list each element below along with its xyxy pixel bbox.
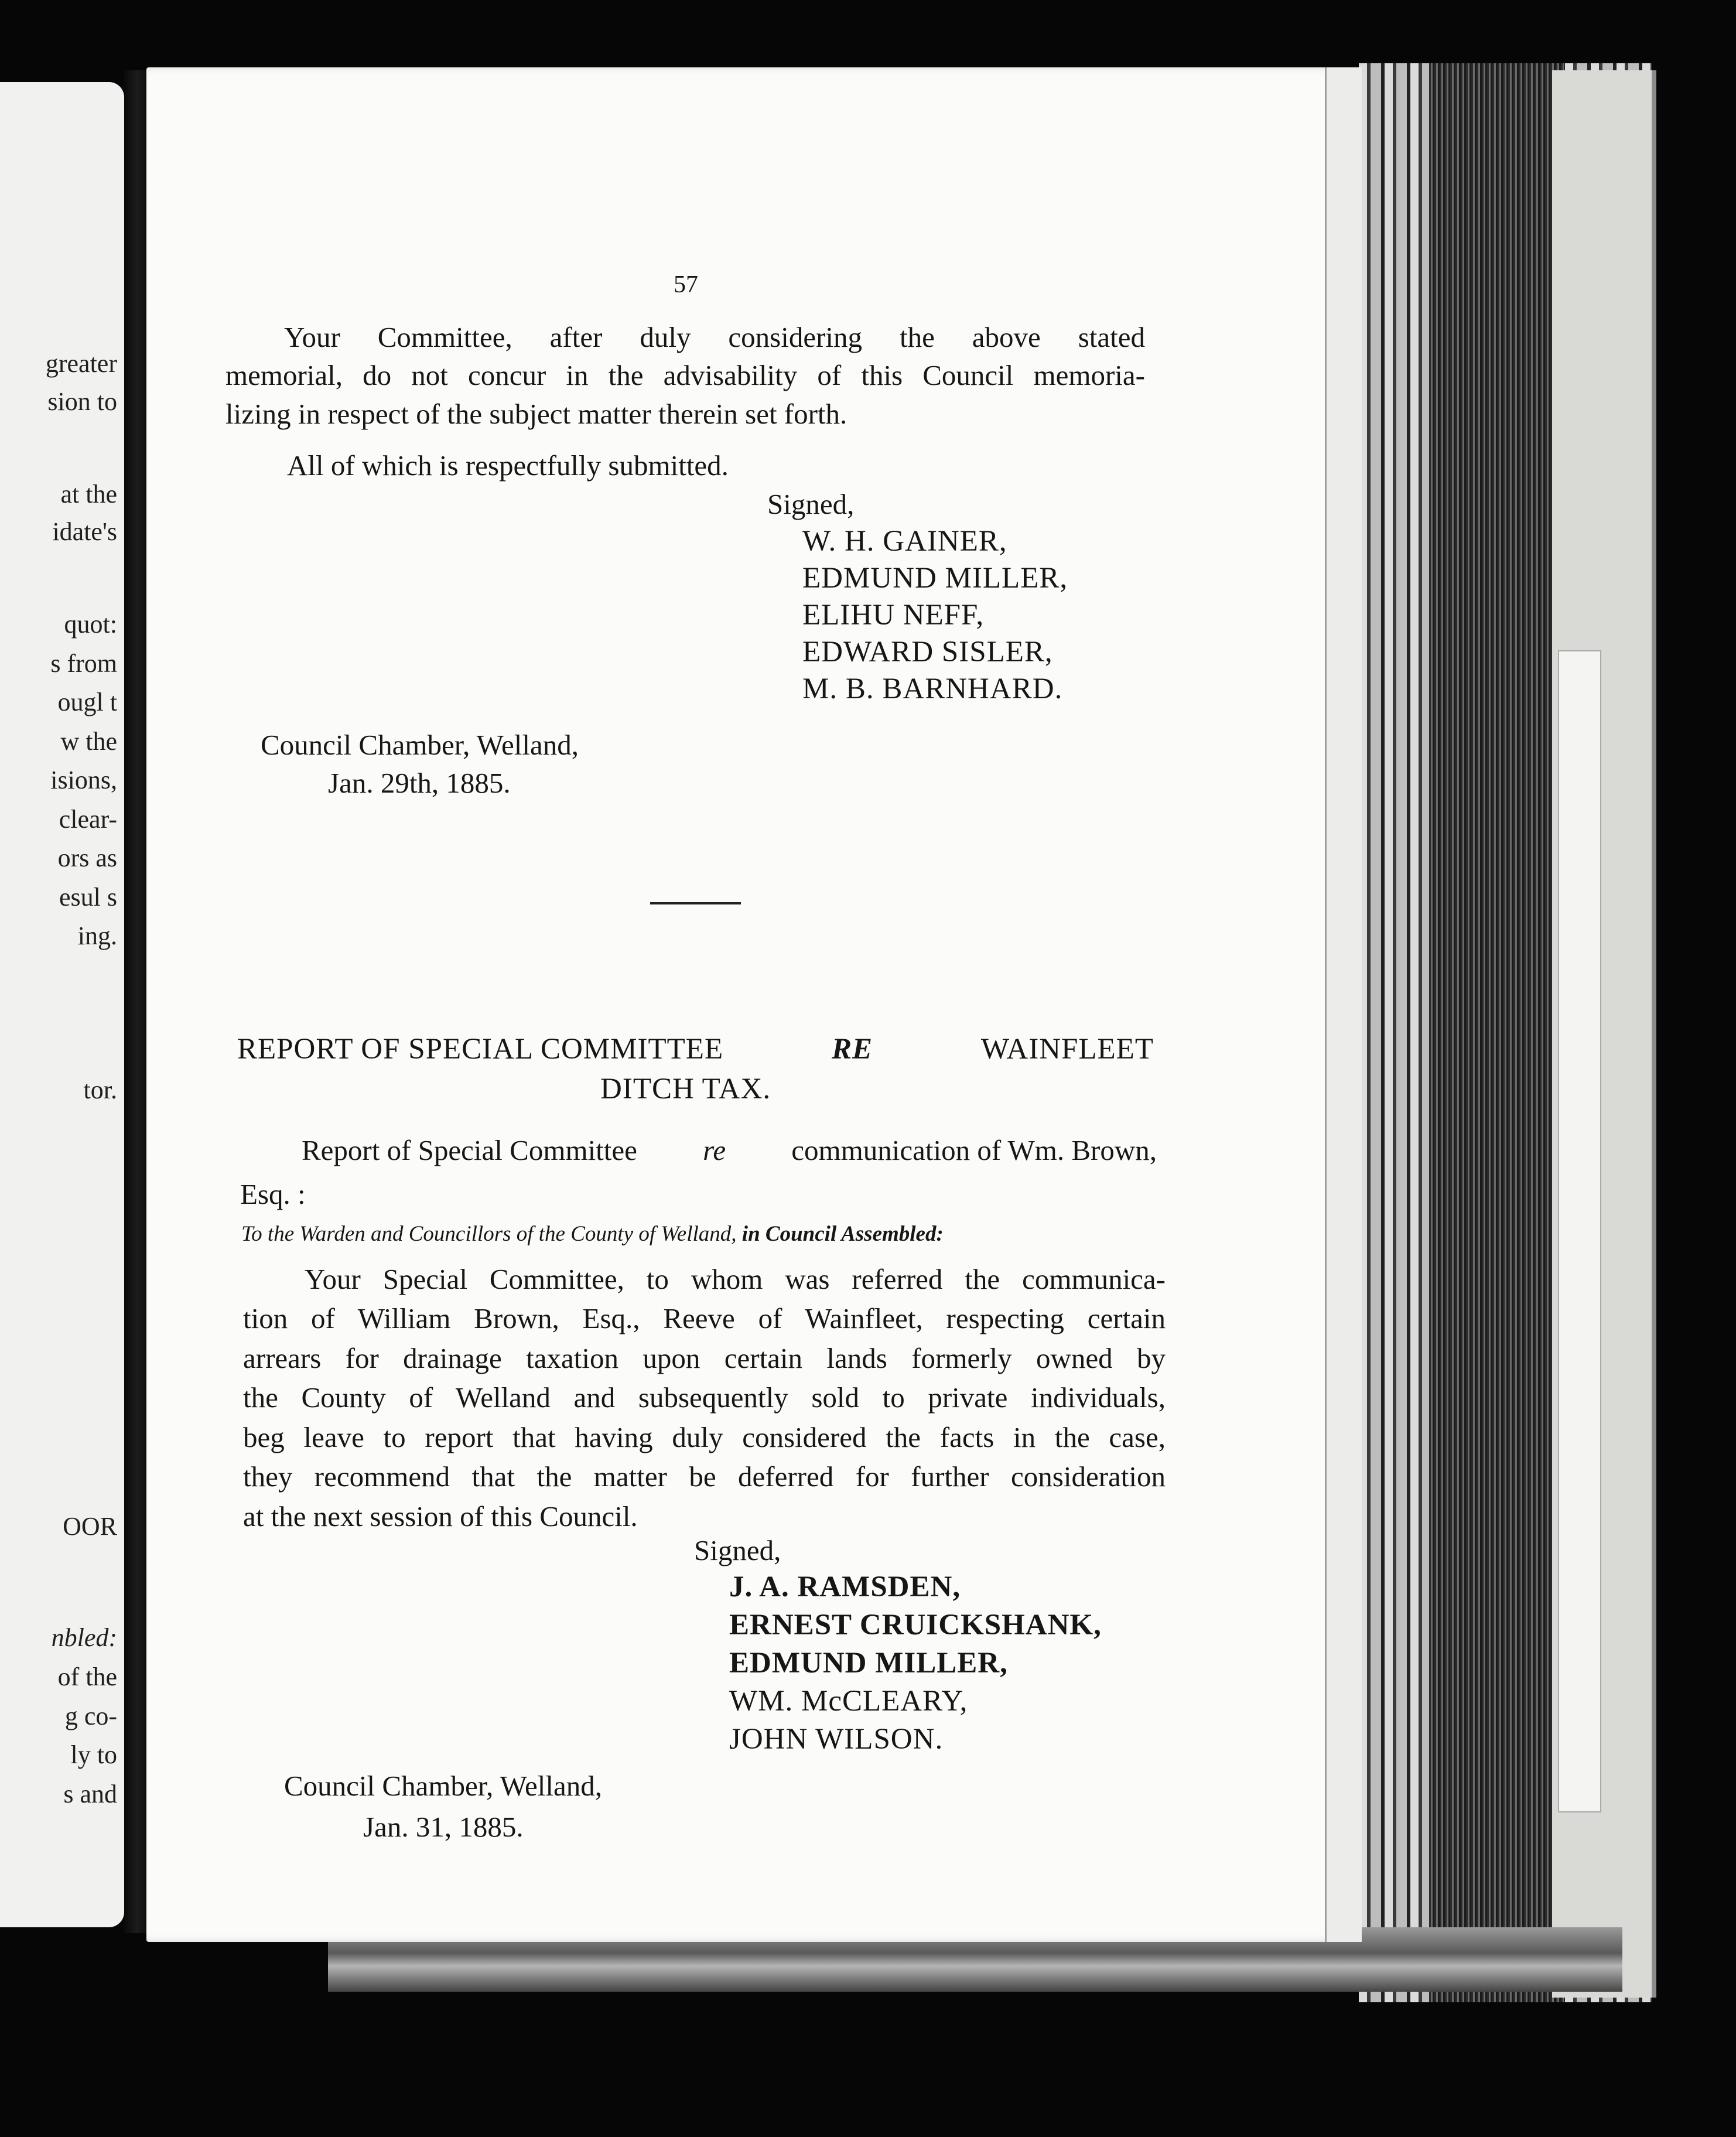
intro-text: communication of Wm. Brown, bbox=[791, 1134, 1157, 1166]
first-report-place: Council Chamber, Welland, bbox=[261, 729, 579, 761]
first-report-signatory: EDMUND MILLER, bbox=[802, 562, 1068, 595]
first-report-signatory: ELIHU NEFF, bbox=[802, 599, 985, 631]
intro-text: Report of Special Committee bbox=[302, 1134, 637, 1166]
second-report-signatory: J. A. RAMSDEN, bbox=[729, 1571, 961, 1603]
left-page-fragment: sion to bbox=[47, 387, 117, 416]
left-page-fragment: clear- bbox=[59, 805, 117, 834]
first-report-signatory: M. B. BARNHARD. bbox=[802, 672, 1063, 705]
facing-left-page bbox=[0, 82, 124, 1927]
book-cover-edge bbox=[1552, 70, 1656, 1998]
left-page-fragment: s from bbox=[50, 649, 117, 678]
left-page-fragment: of the bbox=[57, 1663, 117, 1691]
left-page-fragment: ing. bbox=[77, 921, 117, 950]
second-report-paragraph-line: the County of Welland and subsequently sold to private individuals, bbox=[243, 1381, 1166, 1414]
left-page-fragment: ors as bbox=[57, 844, 117, 872]
heading-re: RE bbox=[831, 1033, 873, 1066]
second-report-paragraph-line: they recommend that the matter be deferred for further consideration bbox=[243, 1460, 1166, 1493]
first-report-paragraph-line: lizing in respect of the subject matter therein set forth. bbox=[225, 398, 848, 430]
first-report-date: Jan. 29th, 1885. bbox=[328, 767, 511, 799]
second-report-signatory: JOHN WILSON. bbox=[729, 1723, 944, 1756]
second-report-heading-line2: DITCH TAX. bbox=[600, 1073, 771, 1105]
second-report-paragraph-line: beg leave to report that having duly considered the facts in the case, bbox=[243, 1421, 1166, 1453]
left-page-fragment: isions, bbox=[50, 766, 117, 794]
left-page-fragment: at the bbox=[60, 480, 117, 508]
left-page-fragment: OOR bbox=[63, 1512, 117, 1541]
second-report-signatory: EDMUND MILLER, bbox=[729, 1647, 1008, 1679]
section-divider bbox=[650, 902, 741, 904]
left-page-fragment: tor. bbox=[83, 1076, 117, 1104]
left-page-fragment: idate's bbox=[52, 517, 117, 546]
second-report-intro bbox=[302, 1134, 1157, 1167]
second-report-signatory: ERNEST CRUICKSHANK, bbox=[729, 1609, 1102, 1641]
heading-text: REPORT OF SPECIAL COMMITTEE bbox=[237, 1033, 724, 1066]
second-report-paragraph-line: tion of William Brown, Esq., Reeve of Wainfleet, respecting certain bbox=[243, 1302, 1166, 1334]
second-report-place: Council Chamber, Welland, bbox=[284, 1770, 602, 1802]
left-page-fragment: s and bbox=[63, 1780, 117, 1808]
left-page-fragment: greater bbox=[45, 349, 117, 378]
heading-text: WAINFLEET bbox=[980, 1033, 1154, 1066]
second-report-signed-label: Signed, bbox=[694, 1534, 781, 1566]
address-text: To the Warden and Councillors of the County of Welland, bbox=[241, 1222, 737, 1246]
intro-re: re bbox=[703, 1134, 726, 1166]
left-page-fragment: esul s bbox=[59, 883, 117, 912]
first-report-signatory: W. H. GAINER, bbox=[802, 525, 1007, 558]
second-report-paragraph-line: at the next session of this Council. bbox=[243, 1500, 638, 1532]
first-report-paragraph-line: Your Committee, after duly considering the above stated bbox=[284, 321, 1145, 353]
second-report-paragraph-line: Your Special Committee, to whom was referred the communica- bbox=[305, 1263, 1166, 1295]
second-report-intro-line2: Esq. : bbox=[240, 1178, 306, 1210]
first-report-signed-label: Signed, bbox=[767, 488, 855, 520]
first-report-paragraph-line: memorial, do not concur in the advisability of this Council memoria- bbox=[225, 359, 1145, 391]
second-report-address bbox=[241, 1221, 944, 1247]
left-page-fragment: w the bbox=[60, 727, 117, 756]
first-report-closing: All of which is respectfully submitted. bbox=[287, 449, 729, 482]
left-page-fragment: g co- bbox=[64, 1702, 117, 1730]
paper-tab bbox=[1558, 650, 1601, 1812]
second-report-heading bbox=[237, 1032, 1154, 1066]
address-assembled: in Council Assembled: bbox=[741, 1222, 944, 1246]
second-report-signatory: WM. McCLEARY, bbox=[729, 1685, 968, 1718]
page-inner-edge bbox=[1325, 67, 1362, 1942]
second-report-date: Jan. 31, 1885. bbox=[363, 1811, 524, 1843]
left-page-fragment: ly to bbox=[70, 1740, 117, 1769]
page-number: 57 bbox=[674, 271, 698, 298]
left-page-fragment: quot: bbox=[64, 610, 117, 639]
left-page-fragment: ougl t bbox=[57, 688, 117, 716]
left-page-fragment: nbled: bbox=[51, 1623, 117, 1652]
first-report-signatory: EDWARD SISLER, bbox=[802, 636, 1053, 668]
second-report-paragraph-line: arrears for drainage taxation upon certain lands formerly owned by bbox=[243, 1342, 1166, 1374]
